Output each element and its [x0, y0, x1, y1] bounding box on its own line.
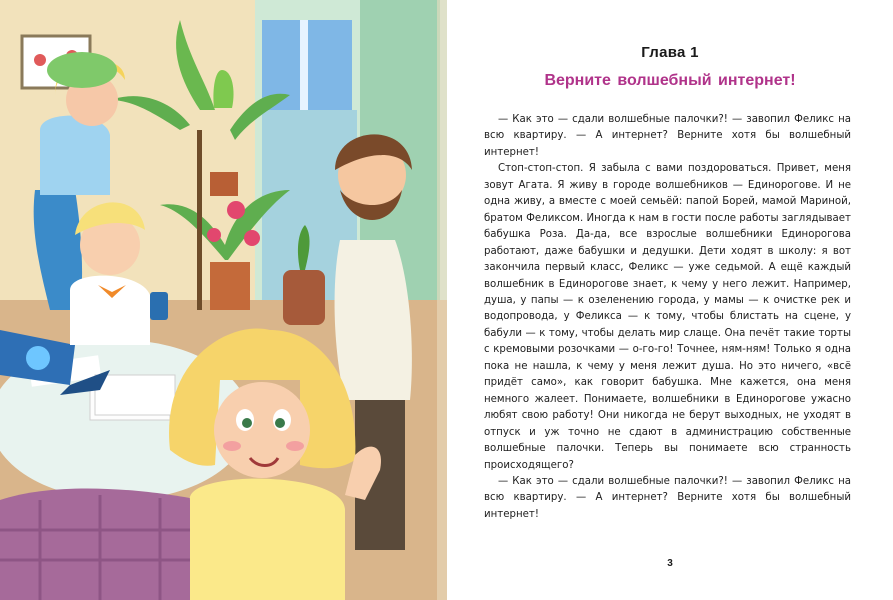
chapter-label: Глава 1 [641, 44, 699, 61]
text-page [447, 0, 893, 600]
sofa [0, 488, 200, 600]
paragraph: — Как это — сдали волшебные палочки?! — завопил Феликс на всю квартиру. — А интернет? Верните хотя бы волшебный интернет! [484, 475, 851, 520]
paragraph: — Как это — сдали волшебные палочки?! — завопил Феликс на всю квартиру. — А интернет? Верните хотя бы волшебный интернет! [484, 114, 851, 158]
page-number: 3 [667, 558, 673, 569]
body-text [484, 112, 851, 523]
chapter-title: Верните волшебный интернет! [544, 72, 796, 89]
paragraph: Стоп-стоп-стоп. Я забыла с вами поздороваться. Привет, меня зовут Агата. Я живу в городе волшебников — Единорогове. И не одна живу, а вместе с моей семьёй: папой Борей, мамой Мариной, братом Феликсом. Иногда к нам в гости после работы заглядывает бабушка Роза. Да-да, все взрослые волшебники Единорогова работают, даже бабушки и дедушки. Дети ходят в школу: я вот закончила первый класс, Феликс — уже седьмой. А ещё каждый волшебник в Единорогове знает, к чему у него лежит. Например, душа, у папы — к озеленению города, у мамы — к очистке рек и водопровода, у Феликса — к тому, чтобы блистать на сцене, у бабули — к тому, чтобы делать мир слаще. Она печёт такие торты с кремовыми розочками — о-го-го! Точнее, ням-ням! Только я одна пока не нашла, к чему у меня лежит душа. Но это ничего, «всё придёт само», как говорит бабушка. Мне кажется, она меня немного жалеет. Понимаете, волшебники в Единорогове ужасно любят свою работу! Они никогда не берут выходных, не уходят в отпуск и уж точно не сдают в администрацию собственные волшебные палочки. Теперь вы понимаете всю странность происходящего? [484, 163, 851, 471]
